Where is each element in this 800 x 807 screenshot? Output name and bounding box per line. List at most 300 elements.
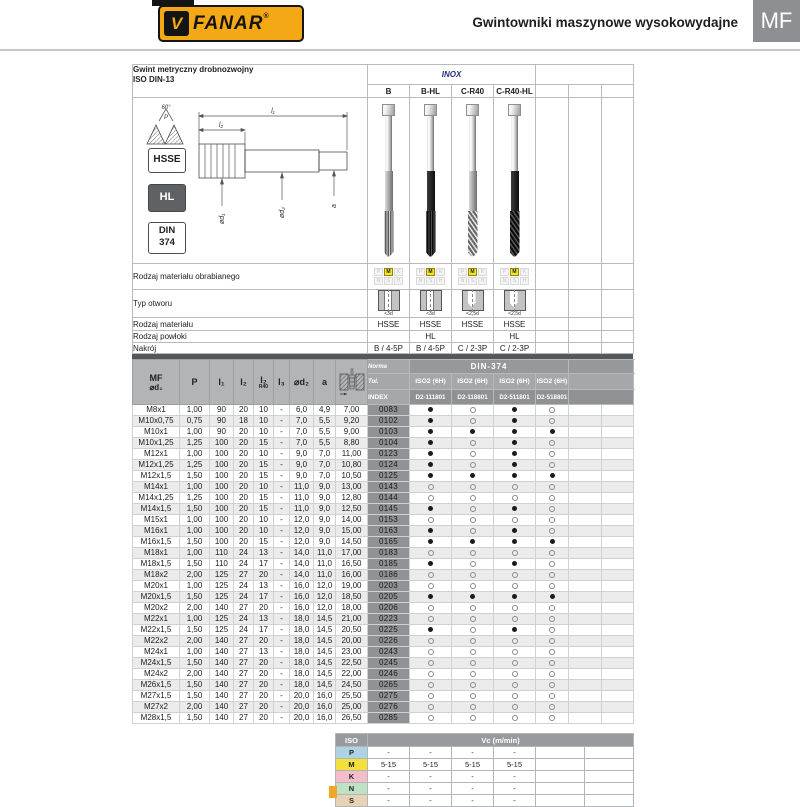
spec-cell-l2-r40: 13: [254, 647, 274, 658]
on-request-dot: [549, 616, 555, 622]
spec-cell-l2-r40: 20: [254, 702, 274, 713]
empty-cell: [569, 658, 602, 669]
spec-cell-l2-r40: 20: [254, 636, 274, 647]
spec-cell-a: 14,5: [314, 614, 336, 625]
spec-cell-l2-r40: 10: [254, 405, 274, 416]
spec-cell-l2: 27: [234, 647, 254, 658]
available-dot: [550, 429, 555, 434]
spec-cell-drill: 15,00: [336, 526, 368, 537]
on-request-dot: [428, 682, 434, 688]
empty-cell: [569, 691, 602, 702]
spec-cell-index: 0285: [368, 713, 410, 724]
spec-cell-l3: -: [274, 713, 290, 724]
spec-cell-a: 11,0: [314, 559, 336, 570]
spec-cell-l2: 20: [234, 449, 254, 460]
availability-C-R40: [494, 449, 536, 460]
spec-row-M27x1,5: [133, 691, 634, 702]
availability-C-R40: [494, 658, 536, 669]
tap-square-head: [383, 105, 394, 115]
material-group-icon: [368, 268, 409, 285]
hole-type-cell-C-R40: [452, 290, 494, 318]
available-dot: [428, 539, 433, 544]
technical-drawing-cell: [133, 98, 368, 264]
availability-C-R40-HL: [536, 713, 569, 724]
availability-C-R40-HL: [536, 559, 569, 570]
tap-shank: [469, 115, 476, 171]
svg-text:P: P: [163, 115, 169, 121]
fanar-emblem-icon: V: [164, 11, 189, 36]
spec-cell-pitch: 2,00: [180, 636, 210, 647]
tap-shank: [427, 115, 434, 171]
spec-cell-l2-r40: 13: [254, 614, 274, 625]
material-group-M: M: [426, 268, 435, 276]
spec-cell-l2: 24: [234, 592, 254, 603]
spec-row-M15x1: [133, 515, 634, 526]
availability-C-R40-HL: [536, 548, 569, 559]
iso-group-P: P: [336, 747, 368, 759]
spec-cell-index: 0083: [368, 405, 410, 416]
spec-cell-l1: 100: [210, 537, 234, 548]
spec-cell-l1: 110: [210, 559, 234, 570]
spec-cell-l2-r40: 20: [254, 603, 274, 614]
material-group-M: M: [510, 268, 519, 276]
spec-cell-l2: 20: [234, 493, 254, 504]
spec-cell-l1: 100: [210, 504, 234, 515]
spec-cell-l2-r40: 17: [254, 592, 274, 603]
vc-empty-cell: [536, 771, 585, 783]
spec-cell-drill: 18,00: [336, 603, 368, 614]
on-request-dot: [428, 484, 434, 490]
variant-code-C-R40: C-R40: [452, 85, 494, 98]
spec-row-M26x1,5: [133, 680, 634, 691]
availability-B-HL: [452, 658, 494, 669]
tap-shank: [511, 115, 518, 171]
spec-row-M16x1: [133, 526, 634, 537]
empty-cell: [602, 515, 634, 526]
spec-cell-a: 7,0: [314, 460, 336, 471]
vc-value: 5-15: [452, 759, 494, 771]
spec-cell-d2: 14,0: [290, 570, 314, 581]
spec-cell-index: 0102: [368, 416, 410, 427]
vc-value: -: [368, 771, 410, 783]
availability-B: [410, 559, 452, 570]
coating-row: [133, 331, 634, 343]
empty-cell: [602, 592, 634, 603]
empty-cell: [602, 526, 634, 537]
iso-group-M: M: [336, 759, 368, 771]
spec-cell-l2-r40: 20: [254, 680, 274, 691]
spec-cell-drill: 20,50: [336, 625, 368, 636]
on-request-dot: [549, 550, 555, 556]
empty-cell: [569, 625, 602, 636]
spec-cell-d2: 9,0: [290, 449, 314, 460]
on-request-dot: [470, 528, 476, 534]
on-request-dot: [470, 407, 476, 413]
spec-cell-l3: -: [274, 504, 290, 515]
spec-cell-drill: 20,00: [336, 636, 368, 647]
spec-cell-l2-r40: 13: [254, 581, 274, 592]
available-dot: [428, 418, 433, 423]
spec-cell-pitch: 1,25: [180, 493, 210, 504]
empty-cell: [602, 504, 634, 515]
spec-cell-a: 16,0: [314, 713, 336, 724]
on-request-dot: [470, 418, 476, 424]
spec-cell-a: 12,0: [314, 581, 336, 592]
through-hole-icon: [378, 290, 400, 311]
availability-B-HL: [452, 493, 494, 504]
material-group-M: M: [384, 268, 393, 276]
on-request-dot: [470, 451, 476, 457]
on-request-dot: [549, 451, 555, 457]
availability-B-HL: [452, 702, 494, 713]
spec-row-M12x1,25: [133, 460, 634, 471]
material-badge: HSSE: [148, 148, 186, 173]
available-dot: [428, 462, 433, 467]
on-request-dot: [470, 506, 476, 512]
availability-C-R40: [494, 548, 536, 559]
spec-cell-l2: 27: [234, 669, 254, 680]
availability-C-R40: [494, 713, 536, 724]
standard-line1: DIN: [158, 225, 176, 236]
spec-cell-index: 0206: [368, 603, 410, 614]
spec-row-M20x1: [133, 581, 634, 592]
tap-dimension-drawing: [191, 100, 363, 260]
on-request-dot: [549, 715, 555, 721]
coating-value-B-HL: HL: [410, 331, 452, 343]
spec-cell-d2: 14,0: [290, 559, 314, 570]
series-label: INOX: [368, 65, 536, 85]
spec-cell-drill: 16,00: [336, 570, 368, 581]
spec-cell-l3: -: [274, 416, 290, 427]
spec-row-M14x1: [133, 482, 634, 493]
spec-cell-a: 14,5: [314, 658, 336, 669]
spec-cell-pitch: 1,50: [180, 504, 210, 515]
empty-cell: [569, 515, 602, 526]
availability-C-R40: [494, 537, 536, 548]
workpiece-cell-B-HL: [410, 264, 452, 290]
empty-cell: [569, 85, 602, 98]
vc-value: -: [410, 747, 452, 759]
available-dot: [428, 506, 433, 511]
empty-cell: [569, 343, 602, 354]
availability-B-HL: [452, 482, 494, 493]
spec-cell-l3: -: [274, 625, 290, 636]
spec-cell-l2: 24: [234, 548, 254, 559]
material-group-H: H: [478, 277, 487, 285]
page-title: Gwintowniki maszynowe wysokowydajne: [472, 15, 738, 30]
empty-cell: [602, 603, 634, 614]
spec-cell-l3: -: [274, 570, 290, 581]
tap-neck: [511, 171, 519, 211]
spec-cell-l3: -: [274, 581, 290, 592]
fanar-logo: [158, 5, 304, 42]
spec-cell-d2: 11,0: [290, 493, 314, 504]
on-request-dot: [549, 506, 555, 512]
spec-cell-pitch: 2,00: [180, 669, 210, 680]
availability-B-HL: [452, 647, 494, 658]
on-request-dot: [512, 704, 518, 710]
availability-B: [410, 625, 452, 636]
vc-value: -: [452, 747, 494, 759]
spec-row-M10x1,25: [133, 438, 634, 449]
available-dot: [512, 539, 517, 544]
spec-cell-index: 0124: [368, 460, 410, 471]
index-label: INDEX: [368, 390, 410, 405]
spec-cell-size: M18x1,5: [133, 559, 180, 570]
vc-empty-cell: [585, 759, 634, 771]
spec-cell-l2: 27: [234, 702, 254, 713]
spec-cell-pitch: 1,50: [180, 713, 210, 724]
spec-cell-drill: 10,50: [336, 471, 368, 482]
vc-value: 5-15: [410, 759, 452, 771]
spec-cell-l2: 27: [234, 570, 254, 581]
spec-cell-drill: 8,80: [336, 438, 368, 449]
chamfer-value-C-R40-HL: C / 2-3P: [494, 343, 536, 354]
vc-row-M: [336, 759, 634, 771]
availability-C-R40-HL: [536, 449, 569, 460]
on-request-dot: [512, 583, 518, 589]
on-request-dot: [549, 605, 555, 611]
empty-cell: [569, 493, 602, 504]
on-request-dot: [549, 583, 555, 589]
spec-row-M14x1,25: [133, 493, 634, 504]
spec-cell-d2: 16,0: [290, 592, 314, 603]
empty-cell: [569, 537, 602, 548]
spec-cell-l2: 24: [234, 581, 254, 592]
chamfer-label: Nakrój: [133, 343, 368, 354]
spec-cell-pitch: 1,00: [180, 482, 210, 493]
material-group-S: S: [510, 277, 519, 285]
on-request-dot: [549, 440, 555, 446]
tap-square-head: [467, 105, 478, 115]
spec-cell-pitch: 1,50: [180, 537, 210, 548]
tap-photo-cell-C-R40-HL: [494, 98, 536, 264]
empty-cell: [602, 680, 634, 691]
available-dot: [428, 440, 433, 445]
spec-cell-l2-r40: 17: [254, 625, 274, 636]
spec-cell-l3: -: [274, 614, 290, 625]
material-row: [133, 318, 634, 331]
availability-B: [410, 504, 452, 515]
spec-cell-d2: 18,0: [290, 669, 314, 680]
on-request-dot: [428, 649, 434, 655]
header-filler: [569, 390, 634, 405]
empty-cell: [569, 331, 602, 343]
col-header-l2: l₂: [234, 360, 254, 405]
spec-cell-index: 0125: [368, 471, 410, 482]
spec-cell-index: 0185: [368, 559, 410, 570]
spec-cell-index: 0144: [368, 493, 410, 504]
iso-corner-label: ISO: [336, 734, 368, 747]
spec-cell-a: 14,5: [314, 680, 336, 691]
material-group-S: S: [384, 277, 393, 285]
blind-hole-icon: [462, 290, 484, 311]
on-request-dot: [428, 495, 434, 501]
empty-cell: [602, 343, 634, 354]
spec-cell-l2-r40: 10: [254, 449, 274, 460]
product-name-line1: Gwint metryczny drobnozwojny: [133, 65, 254, 74]
spec-cell-drill: 10,80: [336, 460, 368, 471]
spec-cell-index: 0225: [368, 625, 410, 636]
spec-cell-size: M22x1,5: [133, 625, 180, 636]
spec-cell-pitch: 1,00: [180, 449, 210, 460]
header-filler: [569, 374, 634, 390]
workpiece-cell-C-R40-HL: [494, 264, 536, 290]
thread-profile-icon: [145, 101, 187, 145]
standard-badge: [148, 222, 186, 254]
spec-cell-d2: 12,0: [290, 526, 314, 537]
spec-cell-l3: -: [274, 537, 290, 548]
availability-B-HL: [452, 680, 494, 691]
availability-C-R40-HL: [536, 647, 569, 658]
availability-C-R40: [494, 416, 536, 427]
hole-depth-note: <3d: [426, 311, 435, 317]
vc-value: -: [410, 783, 452, 795]
col-header-l3: l₃: [274, 360, 290, 405]
spec-cell-index: 0163: [368, 526, 410, 537]
spec-cell-l3: -: [274, 493, 290, 504]
spec-cell-l1: 125: [210, 592, 234, 603]
spec-row-M28x1,5: [133, 713, 634, 724]
on-request-dot: [470, 671, 476, 677]
availability-C-R40: [494, 405, 536, 416]
spec-cell-l2-r40: 20: [254, 669, 274, 680]
cutting-speed-table: [335, 733, 634, 807]
spec-cell-d2: 18,0: [290, 647, 314, 658]
coating-label: Rodzaj powłoki: [133, 331, 368, 343]
spec-cell-l2: 24: [234, 559, 254, 570]
spec-row-M10x0,75: [133, 416, 634, 427]
spec-cell-index: 0205: [368, 592, 410, 603]
spec-cell-pitch: 2,00: [180, 702, 210, 713]
material-value-B: HSSE: [368, 318, 410, 331]
vc-value: -: [368, 783, 410, 795]
availability-C-R40-HL: [536, 570, 569, 581]
spec-cell-l3: -: [274, 702, 290, 713]
spec-row-M8x1: [133, 405, 634, 416]
available-dot: [512, 462, 517, 467]
spec-cell-a: 16,0: [314, 702, 336, 713]
availability-B-HL: [452, 471, 494, 482]
available-dot: [512, 594, 517, 599]
available-dot: [428, 451, 433, 456]
empty-cell: [602, 625, 634, 636]
on-request-dot: [470, 605, 476, 611]
vc-table-body: [336, 747, 634, 807]
on-request-dot: [470, 638, 476, 644]
empty-cell: [602, 331, 634, 343]
spec-cell-l2: 27: [234, 636, 254, 647]
available-dot: [550, 473, 555, 478]
availability-B: [410, 614, 452, 625]
material-group-P: P: [374, 268, 383, 276]
spec-cell-d2: 18,0: [290, 614, 314, 625]
availability-C-R40: [494, 438, 536, 449]
variant-code-B-HL: B-HL: [410, 85, 452, 98]
on-request-dot: [470, 627, 476, 633]
vc-value: -: [494, 795, 536, 807]
spec-table-body: [133, 405, 634, 724]
available-dot: [470, 594, 475, 599]
spec-cell-l2-r40: 20: [254, 570, 274, 581]
spec-cell-size: M18x1: [133, 548, 180, 559]
empty-cell: [536, 264, 569, 290]
spec-row-M24x2: [133, 669, 634, 680]
spec-row-M18x1: [133, 548, 634, 559]
spec-cell-l2-r40: 15: [254, 438, 274, 449]
spec-cell-l2: 20: [234, 460, 254, 471]
svg-text:60°: 60°: [161, 105, 171, 111]
spec-row-M27x2: [133, 702, 634, 713]
material-group-S: S: [426, 277, 435, 285]
availability-B: [410, 680, 452, 691]
hole-type-label: Typ otworu: [133, 290, 368, 318]
blind-hole-icon: [504, 290, 526, 311]
available-dot: [470, 429, 475, 434]
svg-text:ød₂: ød₂: [279, 207, 286, 218]
material-group-S: S: [468, 277, 477, 285]
availability-B-HL: [452, 691, 494, 702]
workpiece-cell-C-R40: [452, 264, 494, 290]
spec-cell-l2-r40: 20: [254, 691, 274, 702]
spec-cell-pitch: 0,75: [180, 416, 210, 427]
on-request-dot: [512, 616, 518, 622]
vc-header: Vc (m/min): [368, 734, 634, 747]
chamfer-value-B: B / 4-5P: [368, 343, 410, 354]
empty-cell: [602, 438, 634, 449]
on-request-dot: [470, 583, 476, 589]
spec-cell-index: 0145: [368, 504, 410, 515]
spec-cell-size: M22x2: [133, 636, 180, 647]
empty-cell: [602, 548, 634, 559]
empty-cell: [602, 669, 634, 680]
empty-cell: [536, 98, 569, 264]
spec-cell-d2: 20,0: [290, 713, 314, 724]
spec-cell-l2: 24: [234, 625, 254, 636]
spec-cell-l2-r40: 15: [254, 471, 274, 482]
empty-cell: [569, 504, 602, 515]
spec-cell-drill: 9,20: [336, 416, 368, 427]
spec-cell-d2: 7,0: [290, 427, 314, 438]
spec-cell-index: 0165: [368, 537, 410, 548]
coating-value-B: [368, 331, 410, 343]
available-dot: [470, 473, 475, 478]
svg-text:ød₁: ød₁: [219, 213, 226, 224]
col-header-drill-icon: [336, 360, 368, 405]
spec-cell-l2-r40: 10: [254, 427, 274, 438]
empty-cell: [569, 427, 602, 438]
availability-B: [410, 537, 452, 548]
standard-line2: 374: [159, 236, 175, 248]
vc-empty-cell: [585, 795, 634, 807]
spec-row-M24x1,5: [133, 658, 634, 669]
spec-cell-l2: 20: [234, 504, 254, 515]
spec-cell-a: 14,5: [314, 669, 336, 680]
availability-C-R40: [494, 482, 536, 493]
availability-C-R40-HL: [536, 537, 569, 548]
empty-cell: [569, 471, 602, 482]
spec-cell-l3: -: [274, 636, 290, 647]
on-request-dot: [549, 418, 555, 424]
availability-C-R40-HL: [536, 482, 569, 493]
spec-cell-l1: 125: [210, 570, 234, 581]
on-request-dot: [512, 693, 518, 699]
tol-label: Tol.: [368, 374, 410, 390]
spec-cell-l2: 20: [234, 482, 254, 493]
available-dot: [512, 506, 517, 511]
empty-cell: [536, 85, 569, 98]
availability-C-R40: [494, 691, 536, 702]
